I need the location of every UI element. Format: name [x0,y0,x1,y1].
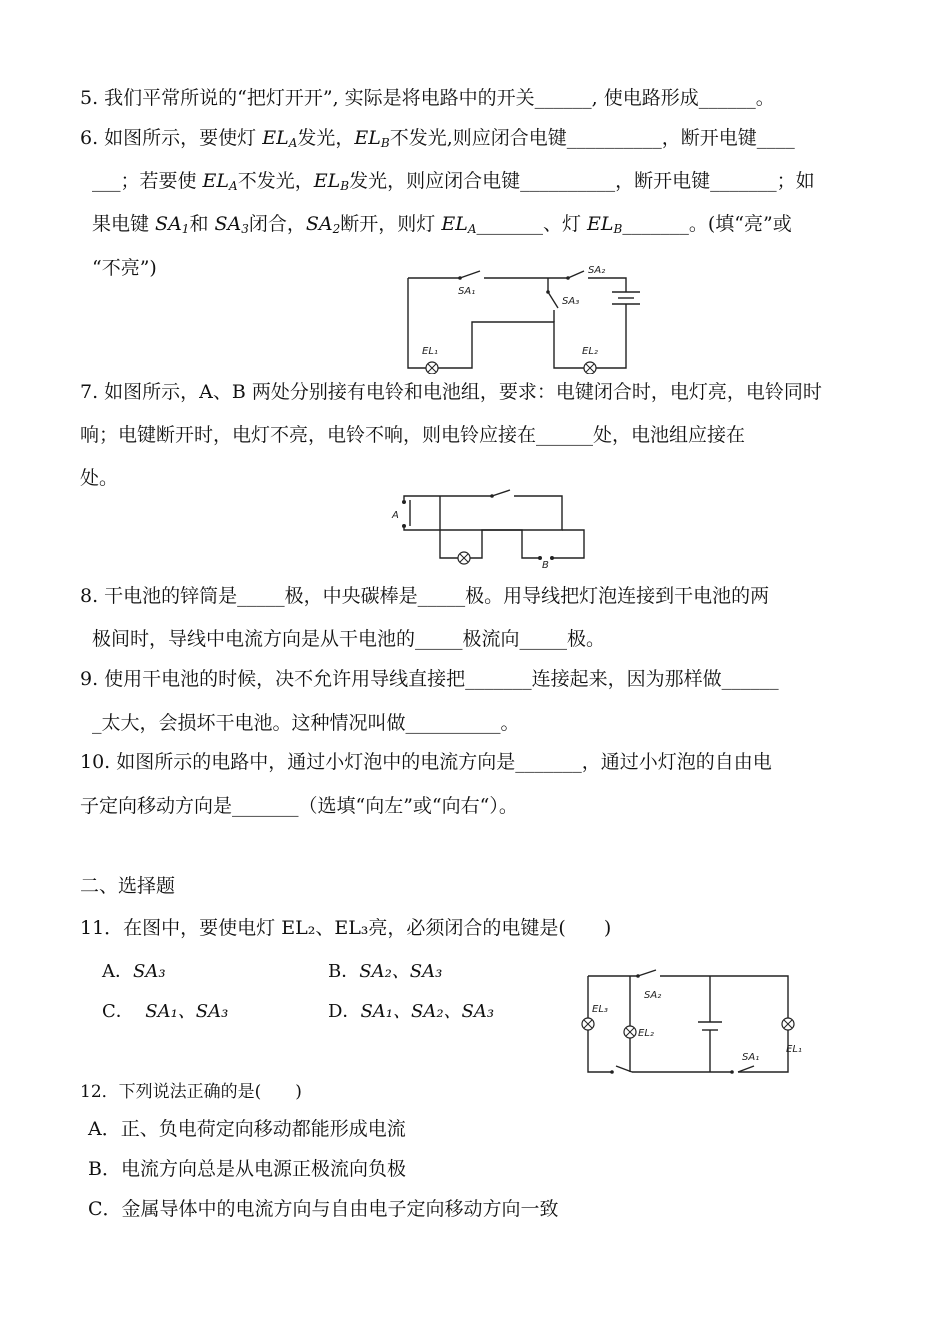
q6-fig-el2: EL₂ [582,346,598,357]
q7-line-3: 处。 [80,467,119,489]
q6-line-3: 果电键 $SA_1$和 $SA_3$闭合，$SA_2$断开，则灯 $EL_A\_\_\_\_\_\_\_$、灯 $EL_B\_\_\_\_\_\_\_$。(填“亮”或 [92,213,792,236]
q6-fig-sa1: SA₁ [458,286,476,297]
q11-option-d: D．SA₁、SA₂、SA₃ [328,1001,495,1022]
q7-fig-b: B [542,560,549,568]
q12-option-a: A．正、负电荷定向移动都能形成电流 [88,1118,406,1140]
q11-fig-el1: EL₁ [786,1044,802,1055]
q11-option-c: C． SA₁、SA₃ [102,1001,229,1022]
q11-fig-sa2: SA₂ [644,990,662,1001]
q6-line-2: ___；若要使 $EL_A$不发光，$EL_B$发光，则应闭合电键__________，断开电键_______；如 [92,170,815,193]
q11-option-b: B．SA₂、SA₃ [328,961,443,982]
q7-line-2: 响；电键断开时，电灯不亮，电铃不响，则电铃应接在______处，电池组应接在 [80,424,746,446]
q8-line-2: 极间时，导线中电流方向是从干电池的_____极流向_____极。 [92,628,606,650]
q11-circuit-diagram [578,966,818,1082]
q7-circuit-diagram [390,486,590,568]
q11-stem: 11．在图中，要使电灯 EL₂、EL₃亮，必须闭合的电键是( ) [80,917,612,939]
q8-line-1: 8. 干电池的锌筒是_____极，中央碳棒是_____极。用导线把灯泡连接到干电池的两 [80,585,770,607]
q11-option-a: A．SA₃ [102,961,166,982]
q5-line: 5. 我们平常所说的“把灯开开”, 实际是将电路中的开关______, 使电路形成______。 [80,87,775,109]
section-title-choice: 二、选择题 [80,875,176,897]
q7-line-1: 7. 如图所示，A、B 两处分别接有电铃和电池组，要求：电键闭合时，电灯亮，电铃同时 [80,381,822,403]
q12-option-b: B．电流方向总是从电源正极流向负极 [88,1158,406,1180]
q6-circuit-diagram [400,262,640,374]
q7-fig-a: A [392,510,399,521]
q11-fig-sa1: SA₁ [742,1052,760,1063]
q10-line-1: 10. 如图所示的电路中，通过小灯泡中的电流方向是_______，通过小灯泡的自由电 [80,751,772,773]
q6-fig-sa2: SA₂ [588,265,606,276]
q11-fig-el2: EL₂ [638,1028,654,1039]
q10-line-2: 子定向移动方向是_______（选填“向左”或“向右“）。 [80,795,518,817]
q6-fig-el1: EL₁ [422,346,438,357]
q6-line-1: 6. 如图所示，要使灯 $EL_A$发光，$EL_B$不发光,则应闭合电键__________，断开电键____ [80,127,795,150]
q6-fig-sa3: SA₃ [562,296,580,307]
q11-fig-el3: EL₃ [592,1004,608,1015]
q9-line-1: 9. 使用干电池的时候，决不允许用导线直接把_______连接起来，因为那样做______ [80,668,779,690]
q12-stem: 12．下列说法正确的是( ) [80,1082,302,1102]
q6-line-4: “不亮”) [92,257,157,279]
q12-option-c: C．金属导体中的电流方向与自由电子定向移动方向一致 [88,1198,559,1220]
q9-line-2: _太大，会损坏干电池。这种情况叫做__________。 [92,712,520,734]
